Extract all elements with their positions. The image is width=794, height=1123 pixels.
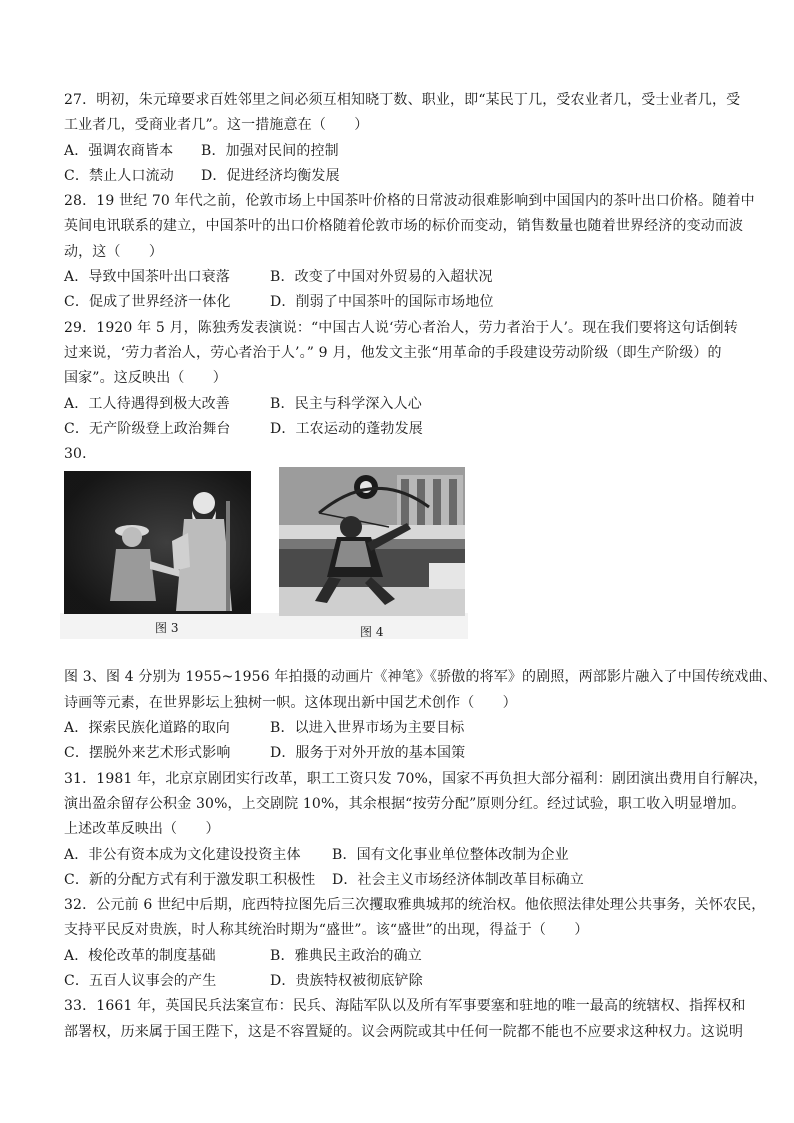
question-stem-line: 演出盈余留存公积金 30%，上交剧院 10%，其余根据“按劳分配”原则分红。经过试验，职工收入明显增加。 [64,795,746,812]
option-a: A．强调农商皆本 [64,142,174,159]
question-stem-line: 动，这（ ） [64,243,164,260]
question-32 [64,893,766,994]
question-number: 30． [64,446,97,463]
question-stem-line: 31．1981 年，北京京剧团实行改革，职工工资只发 70%，国家不再负担大部分福利：剧团演出费用自行解决， [64,770,768,787]
option-a: A．非公有资本成为文化建设投资主体 [64,846,301,863]
exam-page [64,88,777,1045]
question-33 [64,994,744,1045]
option-c: C．五百人议事会的产生 [64,973,217,990]
option-b: B．国有文化事业单位整体改制为企业 [332,846,569,863]
option-c: C．新的分配方式有利于激发职工积极性 [64,871,316,888]
question-stem-line: 支持平民反对贵族，时人称其统治时期为“盛世”。该“盛世”的出现，得益于（ ） [64,922,589,939]
option-d: D．促进经济均衡发展 [201,167,340,184]
option-b: B．以进入世界市场为主要目标 [270,720,465,737]
option-d: D．服务于对外开放的基本国策 [270,745,466,762]
question-stem-line: 诗画等元素，在世界影坛上独树一帜。这体现出新中国艺术创作（ ） [64,694,517,711]
figure-4-still-proud-general [279,467,465,616]
question-stem-line: 28．19 世纪 70 年代之前，伦敦市场上中国茶叶价格的日常波动很难影响到中国国内的茶叶出口价格。随着中 [64,193,755,210]
figure-4-caption: 图 4 [360,625,384,640]
option-c: C．无产阶级登上政治舞台 [64,420,231,437]
question-29 [64,316,744,442]
question-30 [64,442,777,766]
option-b: B．加强对民间的控制 [201,142,339,159]
question-stem-line: 工业者几，受商业者几”。这一措施意在（ ） [64,117,369,134]
question-stem-line: 英间电讯联系的建立，中国茶叶的出口价格随着伦敦市场的标价而变动，销售数量也随着世界经济的变动而波 [64,218,744,235]
figure-3-caption: 图 3 [155,621,179,636]
option-a: A．导致中国茶叶出口衰落 [64,269,230,286]
figure-background [60,613,468,639]
option-d: D．贵族特权被彻底铲除 [270,973,423,990]
question-stem-line: 国家”。这反映出（ ） [64,370,227,387]
figure-group [64,467,744,665]
question-stem-line: 上述改革反映出（ ） [64,821,220,838]
option-b: B．雅典民主政治的确立 [270,947,422,964]
question-31 [64,767,768,893]
option-b: B．改变了中国对外贸易的入超状况 [270,269,493,286]
question-stem-line: 33．1661 年，英国民兵法案宣布：民兵、海陆军队以及所有军事要塞和驻地的唯一最高的统辖权、指挥权和 [64,998,746,1015]
question-27 [64,88,744,189]
option-c: C．禁止人口流动 [64,167,174,184]
figure-3-still-shen-bi [64,471,251,614]
question-stem-line: 部署权，历来属于国王陛下，这是不容置疑的。议会两院或其中任何一院都不能也不应要求这种权力。这说明 [64,1023,744,1040]
option-b: B．民主与科学深入人心 [270,395,422,412]
question-28 [64,189,755,315]
option-c: C．促成了世界经济一体化 [64,294,231,311]
option-d: D．工农运动的蓬勃发展 [270,420,423,437]
option-d: D．社会主义市场经济体制改革目标确立 [332,871,584,888]
option-a: A．探索民族化道路的取向 [64,720,230,737]
option-a: A．工人待遇得到极大改善 [64,395,230,412]
question-stem-line: 27．明初，朱元璋要求百姓邻里之间必须互相知晓丁数、职业，即“某民丁几，受农业者几，受士业者几，受 [64,92,741,108]
question-stem-line: 图 3、图 4 分别为 1955~1956 年拍摄的动画片《神笔》《骄傲的将军》的剧照，两部影片融入了中国传统戏曲、 [64,669,777,686]
option-d: D．削弱了中国茶叶的国际市场地位 [270,294,494,311]
question-stem-line: 32．公元前 6 世纪中后期，庇西特拉图先后三次攫取雅典城邦的统治权。他依照法律处理公共事务，关怀农民， [64,897,766,914]
option-c: C．摆脱外来艺术形式影响 [64,745,231,762]
question-stem-line: 29．1920 年 5 月，陈独秀发表演说：“中国古人说‘劳心者治人，劳力者治于人’。现在我们要将这句话倒转 [64,319,738,336]
question-stem-line: 过来说，‘劳力者治人，劳心者治于人’。” 9 月，他发文主张“用革命的手段建设劳动阶级（即生产阶级）的 [64,344,722,361]
option-a: A．梭伦改革的制度基础 [64,947,216,964]
